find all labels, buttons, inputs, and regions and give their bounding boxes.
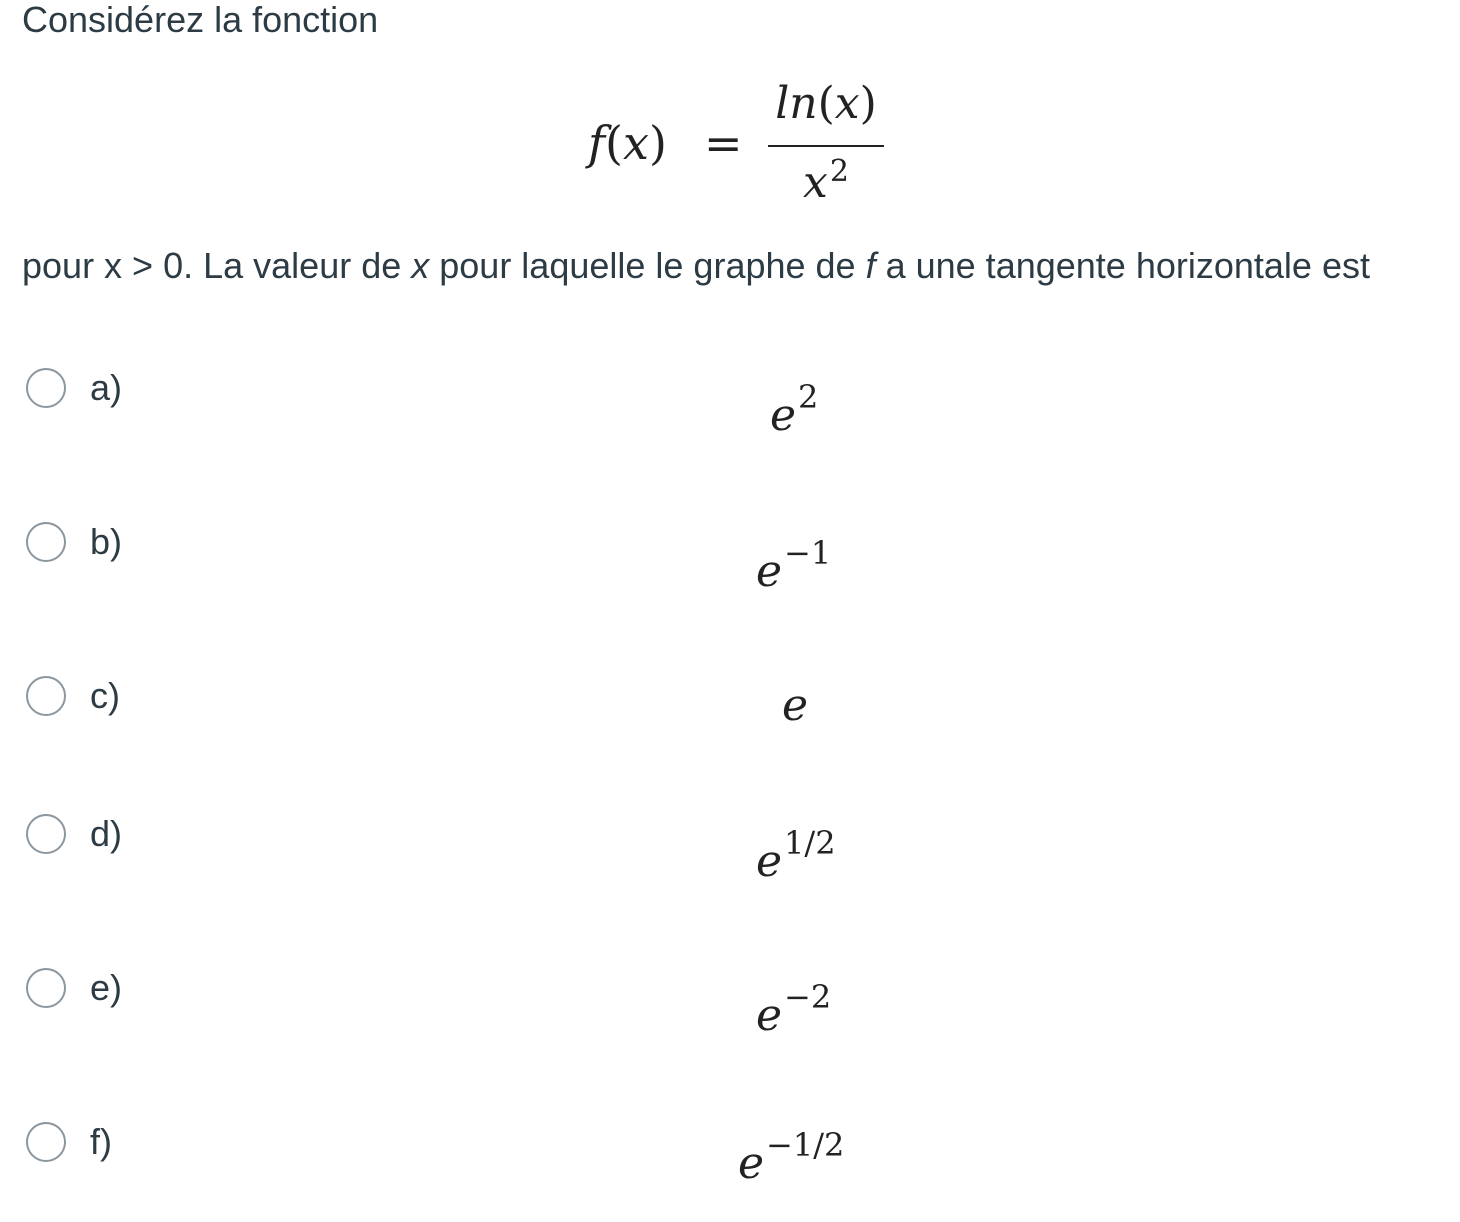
answer-option-d[interactable] (26, 814, 926, 914)
radio-button-b[interactable] (26, 522, 66, 562)
answer-letter-f: f) (90, 1121, 112, 1162)
answer-math-d (756, 824, 836, 887)
question-intro: Considérez la fonction (22, 0, 379, 40)
answer-option-f[interactable] (26, 1122, 926, 1222)
answer-option-a[interactable] (26, 368, 926, 468)
answer-exp-e: −2 (784, 978, 832, 1016)
answer-base-e: e (756, 990, 783, 1041)
answer-letter-c: c) (90, 675, 120, 716)
answer-exp-f: −1/2 (766, 1126, 845, 1164)
formula-numerator-fn: ln (775, 78, 818, 129)
answer-base-d: e (756, 836, 783, 887)
answer-base-b: e (756, 546, 783, 597)
answer-letter-d: d) (90, 813, 123, 854)
formula-denominator-var: x (803, 157, 828, 208)
answer-option-c[interactable] (26, 676, 926, 776)
radio-button-a[interactable] (26, 368, 66, 408)
answer-math-b (756, 534, 832, 597)
answer-exp-d: 1/2 (784, 824, 836, 862)
formula-lhs-close: ) (648, 116, 667, 170)
formula-lhs-open: ( (605, 116, 623, 170)
formula-numerator-var: x (834, 78, 860, 129)
answer-math-f (738, 1126, 845, 1189)
answer-letter-a: a) (90, 367, 123, 408)
answer-math-a (770, 378, 819, 441)
question-part1: pour x > 0. La valeur de (22, 245, 412, 286)
formula-denominator-exp: 2 (829, 154, 849, 189)
answer-exp-b: −1 (784, 534, 832, 572)
answer-base-a: e (770, 390, 797, 441)
answer-option-b[interactable] (26, 522, 926, 622)
answer-math-c (782, 680, 810, 731)
radio-button-f[interactable] (26, 1122, 66, 1162)
question-var-f: f (865, 245, 876, 286)
radio-button-c[interactable] (26, 676, 66, 716)
answer-exp-a: 2 (798, 378, 819, 416)
formula-lhs-var: x (622, 116, 649, 170)
answer-math-e (756, 978, 832, 1041)
answer-base-c: e (782, 680, 809, 731)
formula-numerator-open: ( (817, 78, 835, 129)
answer-letter-e: e) (90, 967, 123, 1008)
answer-base-f: e (738, 1138, 765, 1189)
radio-button-e[interactable] (26, 968, 66, 1008)
question-part2: pour laquelle le graphe de (429, 245, 866, 286)
question-var-x: x (411, 245, 430, 286)
answer-option-e[interactable] (26, 968, 926, 1068)
answer-letter-b: b) (90, 521, 123, 562)
formula-equals: = (704, 116, 743, 170)
question-part3: a une tangente horizontale est (875, 245, 1370, 286)
formula-lhs-fn: f (588, 116, 606, 170)
radio-button-d[interactable] (26, 814, 66, 854)
formula-numerator-close: ) (859, 78, 877, 129)
